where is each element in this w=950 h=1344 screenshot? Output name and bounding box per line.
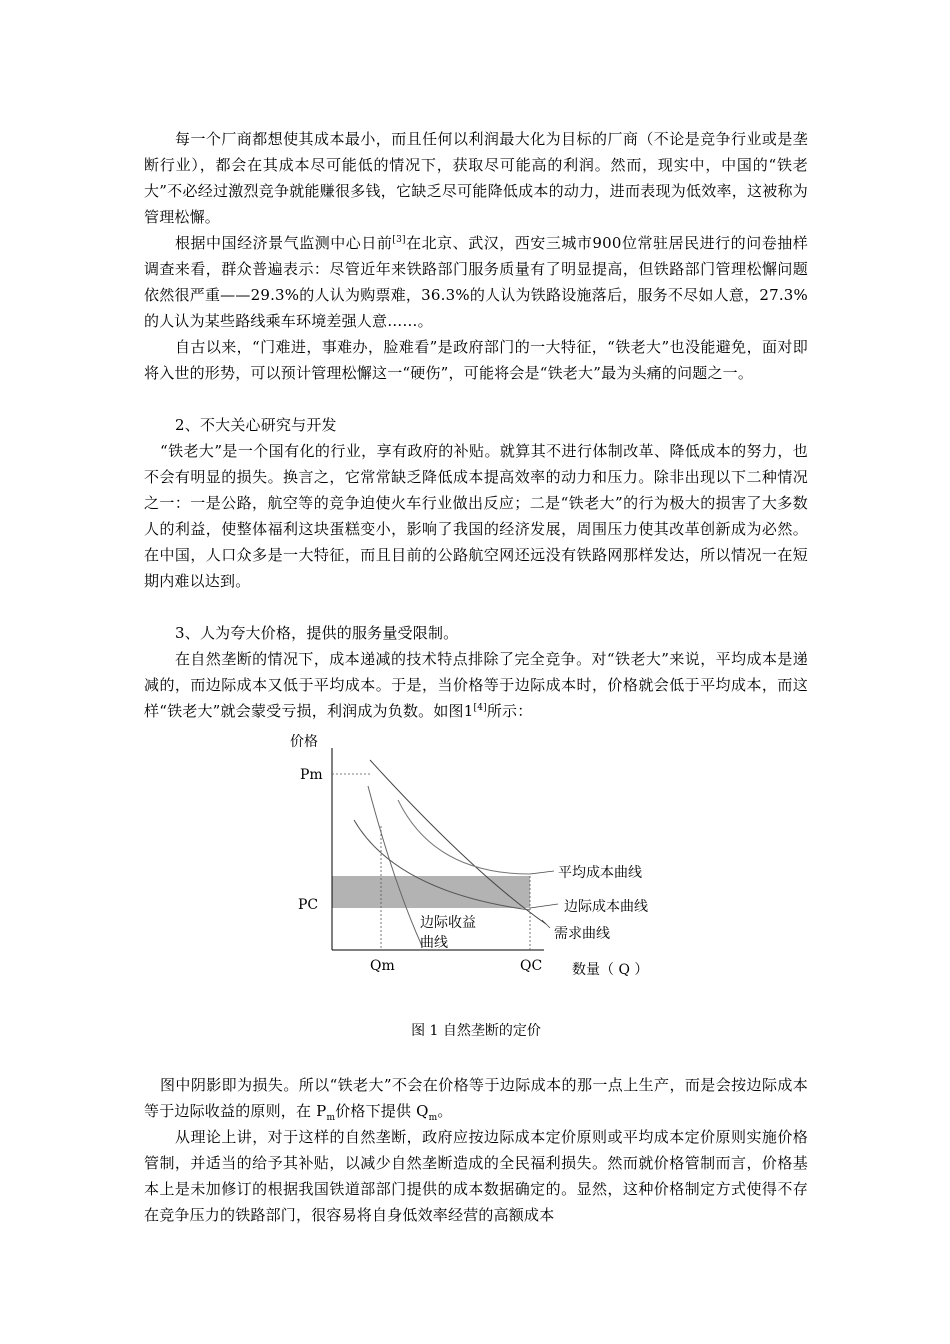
marginal-cost-leader xyxy=(530,904,558,908)
section-heading-3: 3、人为夸大价格，提供的服务量受限制。 xyxy=(175,624,459,642)
citation-3: [3] xyxy=(392,235,406,245)
paragraph-survey xyxy=(144,230,808,334)
paragraph-survey-text-b: 在北京、武汉，西安三城市900位常驻居民进行的问卷抽样调查来看，群众普遍表示：尽管近年来铁路部门服务质量有了明显提高，但铁路部门管理松懈问题依然很严重——29.3%的人认为购票难，36.3%的人认为铁路设施落后，服务不尽如人意，27.3%的人认为某些路线乘车环境差强人意……。 xyxy=(144,234,808,330)
avg-cost-leader xyxy=(530,871,554,874)
qm-label: Qm xyxy=(370,958,395,974)
paragraph-government-trait: 自古以来，“门难进，事难办，脸难看”是政府部门的一大特征，“铁老大”也没能避免，面对即将入世的形势，可以预计管理松懈这一“硬伤”，可能将会是“铁老大”最为头痛的问题之一。 xyxy=(144,338,808,382)
paragraph-natural-monopoly-text-a: 在自然垄断的情况下，成本递减的技术特点排除了完全竞争。对“铁老大”来说，平均成本是递减的，而边际成本又低于平均成本。于是，当价格等于边际成本时，价格就会低于平均成本，而这样“铁老大”就会蒙受亏损，利润成为负数。如图1 xyxy=(144,650,808,720)
pricing-diagram xyxy=(144,724,808,1024)
loss-shaded-area xyxy=(332,876,530,908)
pm-subscript: m xyxy=(326,1113,336,1123)
marginal-revenue-curve xyxy=(368,786,422,946)
paragraph-shaded-loss-text-b: 价格下提供 Q xyxy=(335,1102,429,1120)
section-heading-2: 2、不大关心研究与开发 xyxy=(175,416,337,434)
paragraph-natural-monopoly xyxy=(144,646,808,724)
paragraph-shaded-loss-text-a: 图中阴影即为损失。所以“铁老大”不会在价格等于边际成本的那一点上生产，而是会按边际成本等于边际收益的原则，在 P xyxy=(144,1076,808,1120)
avg-cost-curve-label: 平均成本曲线 xyxy=(558,865,642,881)
figure-caption: 图 1 自然垄断的定价 xyxy=(411,1023,541,1039)
paragraph-natural-monopoly-text-b: 所示： xyxy=(486,702,533,720)
paragraph-management-slack: 每一个厂商都想使其成本最小，而且任何以利润最大化为目标的厂商（不论是竞争行业或是垄断行业），都会在其成本尽可能低的情况下，获取尽可能高的利润。然而，现实中，中国的“铁老大”不必经过激烈竞争就能赚很多钱，它缺乏尽可能降低成本的动力，进而表现为低效率，这被称为管理松懈。 xyxy=(144,130,808,226)
demand-leader xyxy=(542,920,550,928)
paragraph-shaded-loss xyxy=(144,1072,808,1124)
paragraph-survey-text-a: 根据中国经济景气监测中心日前 xyxy=(175,234,393,252)
marginal-revenue-label-line2: 曲线 xyxy=(420,935,448,951)
pm-label: Pm xyxy=(300,767,323,783)
pc-label: PC xyxy=(298,897,319,913)
paragraph-price-regulation: 从理论上讲，对于这样的自然垄断，政府应按边际成本定价原则或平均成本定价原则实施价格管制，并适当的给予其补贴，以减少自然垄断造成的全民福利损失。然而就价格管制而言，价格基本上是未加修订的根据我国铁道部部门提供的成本数据确定的。显然，这种价格制定方式使得不存在竞争压力的铁路部门，很容易将自身低效率经营的高额成本 xyxy=(144,1128,808,1224)
document-page xyxy=(144,126,808,1228)
demand-curve-label: 需求曲线 xyxy=(554,926,610,942)
x-axis-label: 数量（ Q ） xyxy=(572,962,649,978)
qm-subscript: m xyxy=(428,1113,438,1123)
qc-label: QC xyxy=(520,958,543,974)
figure-natural-monopoly-pricing xyxy=(144,724,808,1039)
citation-4: [4] xyxy=(473,703,487,713)
paragraph-rnd: “铁老大”是一个国有化的行业，享有政府的补贴。就算其不进行体制改革、降低成本的努力，也不会有明显的损失。换言之，它常常缺乏降低成本提高效率的动力和压力。除非出现以下二种情况之一：一是公路，航空等的竞争迫使火车行业做出反应；二是“铁老大”的行为极大的损害了大多数人的利益，使整体福利这块蛋糕变小，影响了我国的经济发展，周围压力使其改革创新成为必然。在中国，人口众多是一大特征，而且目前的公路航空网还远没有铁路网那样发达，所以情况一在短期内难以达到。 xyxy=(144,442,808,590)
marginal-revenue-label-line1: 边际收益 xyxy=(420,915,476,931)
paragraph-shaded-loss-text-c: 。 xyxy=(437,1102,453,1120)
marginal-cost-curve-label: 边际成本曲线 xyxy=(564,899,648,915)
y-axis-label: 价格 xyxy=(290,734,318,750)
